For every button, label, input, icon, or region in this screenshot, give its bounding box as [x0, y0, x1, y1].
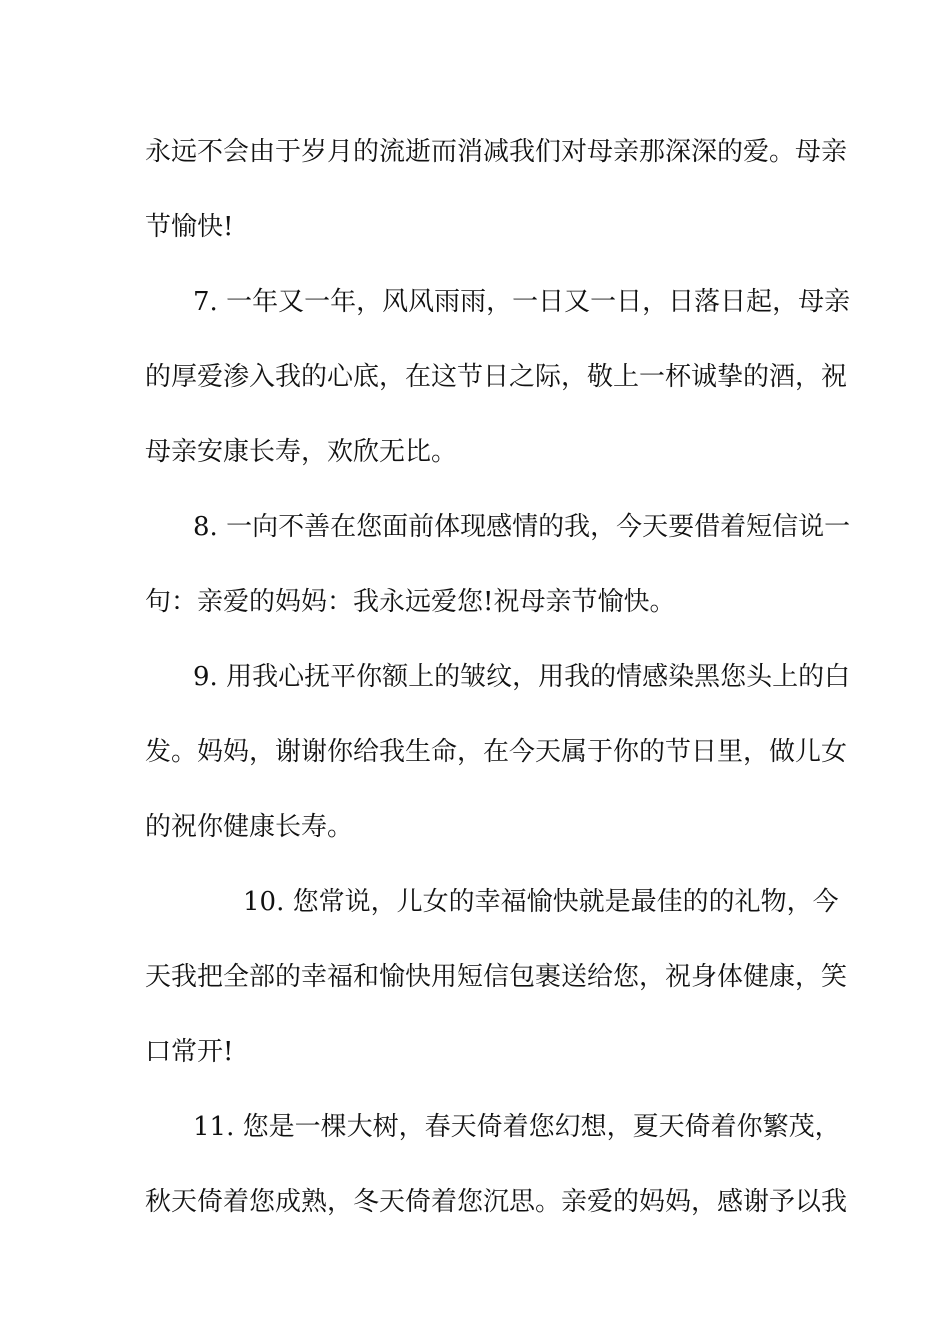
paragraph-line: 11. 您是一棵大树，春天倚着您幻想，夏天倚着你繁茂，: [193, 1112, 841, 1142]
paragraph-line: 句：亲爱的妈妈：我永远爱您!祝母亲节愉快。: [145, 587, 676, 617]
paragraph-line: 秋天倚着您成熟，冬天倚着您沉思。亲爱的妈妈，感谢予以我: [145, 1187, 848, 1217]
paragraph-line: 的祝你健康长寿。: [145, 812, 354, 842]
paragraph-line: 的厚爱渗入我的心底，在这节日之际，敬上一杯诚挚的酒，祝: [145, 362, 848, 392]
paragraph-line: 9. 用我心抚平你额上的皱纹，用我的情感染黑您头上的白: [193, 662, 851, 692]
paragraph-line: 10. 您常说，儿女的幸福愉快就是最佳的的礼物，今: [243, 887, 839, 917]
paragraph-line: 口常开!: [145, 1037, 234, 1067]
paragraph-line: 节愉快!: [145, 212, 234, 242]
paragraph-line: 7. 一年又一年，风风雨雨，一日又一日，日落日起，母亲: [193, 287, 851, 317]
paragraph-line: 8. 一向不善在您面前体现感情的我，今天要借着短信说一: [193, 512, 851, 542]
paragraph-line: 永远不会由于岁月的流逝而消减我们对母亲那深深的爱。母亲: [145, 137, 848, 167]
paragraph-line: 天我把全部的幸福和愉快用短信包裹送给您，祝身体健康，笑: [145, 962, 848, 992]
paragraph-line: 母亲安康长寿，欢欣无比。: [145, 437, 458, 467]
paragraph-line: 发。妈妈，谢谢你给我生命，在今天属于你的节日里，做儿女: [145, 737, 848, 767]
